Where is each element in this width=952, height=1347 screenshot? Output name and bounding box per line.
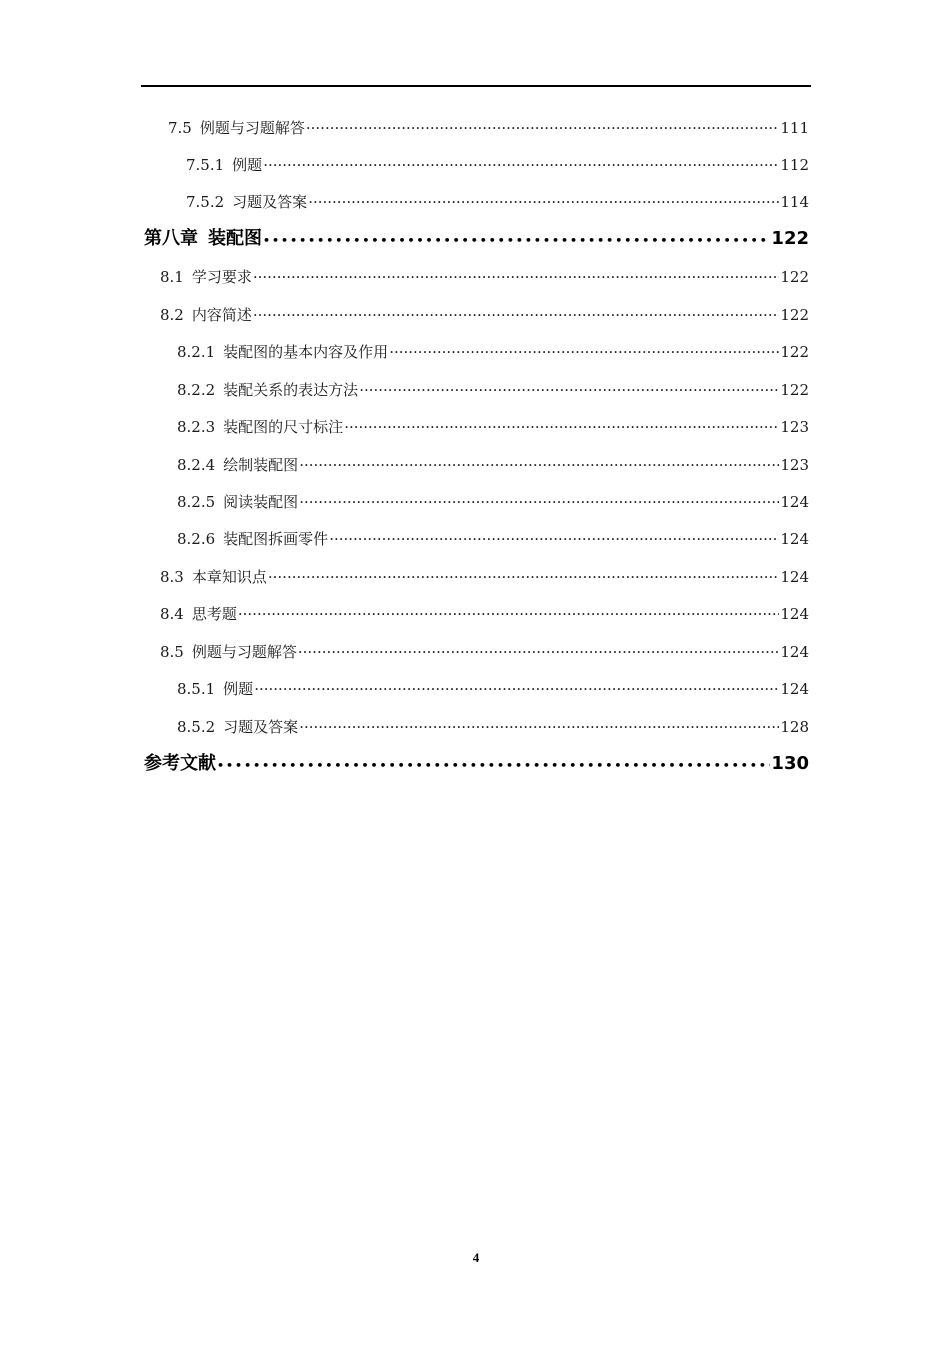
toc-entry-title: 8.2.1 装配图的基本内容及作用: [177, 343, 389, 361]
toc-entry[interactable]: [177, 679, 809, 699]
dot-leader: [344, 417, 779, 437]
toc-entry-title: 7.5 例题与习题解答: [168, 119, 305, 137]
toc-entry-page: 122: [780, 268, 809, 286]
toc-entry-title: 7.5.2 习题及答案: [186, 193, 308, 211]
toc-entry-title: 8.1 学习要求: [160, 268, 252, 286]
toc-entry[interactable]: [160, 267, 809, 287]
toc-entry-title: 7.5.1 例题: [186, 156, 263, 174]
toc-entry-title: 8.2 内容简述: [160, 306, 252, 324]
toc-entry[interactable]: [177, 529, 809, 549]
dot-leader: [359, 380, 779, 400]
toc-entry-title: 8.5.2 习题及答案: [177, 718, 299, 736]
toc-entry-title: 8.2.4 绘制装配图: [177, 456, 299, 474]
toc-entry[interactable]: [160, 642, 809, 662]
toc-entry[interactable]: [177, 380, 809, 400]
toc-entry[interactable]: [177, 492, 809, 512]
toc-entry[interactable]: [160, 305, 809, 325]
toc-entry[interactable]: [186, 155, 809, 175]
toc-entry-page: 123: [780, 456, 809, 474]
toc-entry-title: 8.2.5 阅读装配图: [177, 493, 299, 511]
dot-leader: [263, 155, 779, 175]
toc-chapter-entry[interactable]: [144, 229, 809, 251]
toc-entry-page: 123: [780, 418, 809, 436]
dot-leader: [254, 679, 779, 699]
toc-entry-page: 124: [780, 643, 809, 661]
page-number: 4: [472, 1250, 480, 1265]
dot-leader: [263, 229, 770, 251]
toc-entry-page: 122: [780, 381, 809, 399]
toc-chapter-entry[interactable]: [144, 754, 809, 776]
toc-entry-title: 8.5 例题与习题解答: [160, 643, 297, 661]
toc-entry-page: 124: [780, 680, 809, 698]
toc-entry-title: 8.2.6 装配图拆画零件: [177, 530, 329, 548]
toc-entry-page: 112: [780, 156, 809, 174]
toc-entry-page: 128: [780, 718, 809, 736]
dot-leader: [299, 717, 779, 737]
dot-leader: [268, 567, 779, 587]
dot-leader: [329, 529, 779, 549]
toc-entry[interactable]: [186, 192, 809, 212]
toc-entry-title: 8.5.1 例题: [177, 680, 254, 698]
toc-entry-page: 122: [771, 228, 809, 249]
dot-leader: [308, 192, 779, 212]
toc-entry-title: 8.4 思考题: [160, 605, 237, 623]
toc-entry-page: 124: [780, 568, 809, 586]
toc-entry[interactable]: [168, 118, 809, 138]
toc-entry[interactable]: [160, 604, 809, 624]
toc-entry-page: 124: [780, 605, 809, 623]
dot-leader: [299, 492, 779, 512]
dot-leader: [238, 604, 779, 624]
toc-entry-title: 8.3 本章知识点: [160, 568, 267, 586]
dot-leader: [299, 455, 779, 475]
toc-entry[interactable]: [177, 417, 809, 437]
toc-entry-title: 8.2.3 装配图的尺寸标注: [177, 418, 344, 436]
dot-leader: [253, 267, 779, 287]
toc-entry-title: 第八章 装配图: [144, 228, 262, 249]
toc-entry-page: 122: [780, 343, 809, 361]
toc-entry-page: 124: [780, 493, 809, 511]
dot-leader: [253, 305, 779, 325]
toc-entry[interactable]: [177, 455, 809, 475]
dot-leader: [217, 754, 770, 776]
dot-leader: [298, 642, 779, 662]
toc-entry[interactable]: [160, 567, 809, 587]
dot-leader: [389, 342, 779, 362]
toc-entry-title: 8.2.2 装配关系的表达方法: [177, 381, 359, 399]
header-rule: [141, 85, 811, 87]
toc-entry[interactable]: [177, 342, 809, 362]
toc-entry[interactable]: [177, 717, 809, 737]
toc-entry-page: 124: [780, 530, 809, 548]
dot-leader: [306, 118, 779, 138]
toc-entry-page: 111: [780, 119, 809, 137]
toc-entry-page: 130: [771, 753, 809, 774]
toc-entry-title: 参考文献: [144, 753, 216, 774]
toc-entry-page: 122: [780, 306, 809, 324]
toc-entry-page: 114: [780, 193, 809, 211]
